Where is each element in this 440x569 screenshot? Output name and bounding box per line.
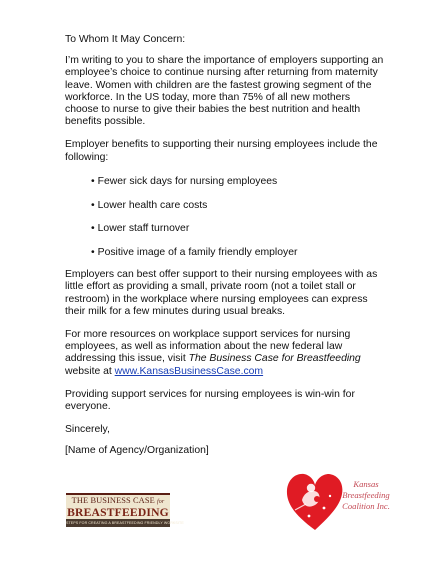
list-item: • Lower health care costs: [91, 200, 385, 212]
coalition-logo: [284, 470, 396, 534]
coalition-logo-line1: Kansas: [353, 479, 379, 489]
intro-paragraph: I’m writing to you to share the importance of employers supporting an employee’s choice to continue nursing after returning from maternity leave. Women with children are the fastest growing segment of the workforce. In the US today, more than 75% of all new mothers choose to nurse to give their babies the best nutrition and health benefits possible.: [65, 55, 384, 128]
resources-paragraph: [65, 329, 385, 378]
coalition-logo-line2: Breastfeeding: [342, 490, 390, 500]
business-case-logo-for: for: [157, 499, 165, 505]
closing: Sincerely,: [65, 424, 110, 436]
resources-title: The Business Case for Breastfeeding: [188, 353, 361, 365]
list-item: • Fewer sick days for nursing employees: [91, 176, 385, 188]
benefits-list: [65, 176, 385, 259]
business-case-logo-line2: BREASTFEEDING: [67, 506, 169, 519]
signature-placeholder: [Name of Agency/Organization]: [65, 445, 209, 457]
resources-prefix: For more resources on workplace support services for nursing employees, as well as information about the new federal law addressing this issue, visit: [65, 328, 351, 365]
coalition-logo-text: [331, 479, 401, 512]
business-case-logo: [66, 493, 184, 527]
salutation: To Whom It May Concern:: [65, 34, 186, 45]
resources-mid: website at: [65, 365, 115, 377]
business-case-link[interactable]: www.KansasBusinessCase.com: [114, 365, 264, 377]
letter-body: [65, 34, 385, 469]
list-item: • Positive image of a family friendly employer: [91, 247, 385, 259]
list-item: • Lower staff turnover: [91, 223, 385, 235]
coalition-logo-line3: Coalition Inc.: [342, 501, 390, 511]
business-case-logo-title: THE BUSINESS CASE: [71, 496, 155, 505]
business-case-logo-tagline: STEPS FOR CREATING A BREASTFEEDING FRIENDLY WORKSITE: [66, 521, 184, 525]
support-paragraph: Employers can best offer support to their nursing employees with as little effort as providing a small, private room (not a toilet stall or restroom) in the workplace where nursing employees can express their milk for a few minutes during usual breaks.: [65, 269, 378, 317]
winwin-paragraph: Providing support services for nursing employees is win-win for everyone.: [65, 388, 355, 412]
benefits-intro: Employer benefits to supporting their nursing employees include the following:: [65, 139, 378, 163]
